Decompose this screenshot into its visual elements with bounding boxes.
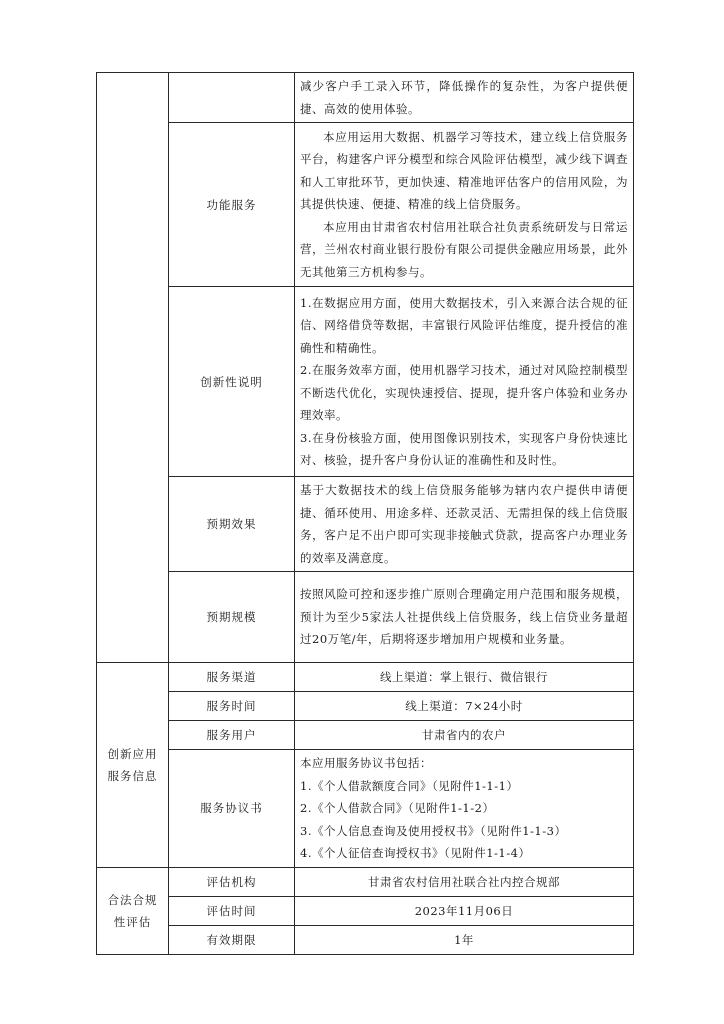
- service-agreement-item-3: 3.《个人信息查询及使用授权书》（见附件1-1-3）: [300, 823, 567, 838]
- blank-label-cell: [169, 73, 295, 123]
- row-service-users: [97, 721, 634, 750]
- row-assessment-time: [97, 896, 634, 925]
- service-time-value: 线上渠道：7×24小时: [295, 692, 634, 721]
- row-function-service: [97, 123, 634, 287]
- blank-section-cell: [97, 73, 169, 663]
- row-service-agreement: [97, 750, 634, 868]
- innovation-item-3: 3.在身份核验方面，使用图像识别技术，实现客户身份快速比对、核验，提升客户身份认证的准确性和及时性。: [300, 430, 628, 467]
- assessment-time-label: 评估时间: [169, 896, 295, 925]
- function-service-paragraph-2: 本应用由甘肃省农村信用社联合社负责系统研发与日常运营，兰州农村商业银行股份有限公司提供金融应用场景，此外无其他第三方机构参与。: [300, 219, 628, 279]
- assessment-org-value: 甘肃省农村信用社联合社内控合规部: [295, 867, 634, 896]
- innovation-item-1: 1.在数据应用方面，使用大数据技术，引入来源合法合规的征信、网络借贷等数据，丰富银行风险评估维度，提升授信的准确性和精确性。: [300, 295, 628, 355]
- service-info-section-label: 创新应用服务信息: [97, 663, 169, 868]
- continuation-text: 减少客户手工录入环节，降低操作的复杂性，为客户提供便捷、高效的使用体验。: [295, 73, 634, 123]
- row-validity: [97, 925, 634, 954]
- service-agreement-intro: 本应用服务协议书包括：: [300, 756, 432, 770]
- row-service-channel: [97, 663, 634, 692]
- service-agreement-content: [295, 750, 634, 868]
- service-channel-value: 线上渠道：掌上银行、微信银行: [295, 663, 634, 692]
- innovation-label: 创新性说明: [169, 287, 295, 477]
- assessment-time-value: 2023年11月06日: [295, 896, 634, 925]
- row-assessment-org: [97, 867, 634, 896]
- row-expected-effect: [97, 477, 634, 572]
- function-service-paragraph-1: 本应用运用大数据、机器学习等技术，建立线上信贷服务平台，构建客户评分模型和综合风险评估模型，减少线下调查和人工审批环节，更加快速、精准地评估客户的信用风险，为其提供快速、便捷、精准的线上信贷服务。: [300, 129, 628, 212]
- expected-scale-label: 预期规模: [169, 572, 295, 663]
- service-agreement-item-4: 4.《个人征信查询授权书》（见附件1-1-4）: [300, 846, 531, 860]
- expected-effect-text: 基于大数据技术的线上信贷服务能够为辖内农户提供申请便捷、循环使用、用途多样、还款灵活、无需担保的线上信贷服务，客户足不出户即可实现非接触式贷款，提高客户办理业务的效率及满意度。: [295, 477, 634, 572]
- service-agreement-label: 服务协议书: [169, 750, 295, 868]
- expected-scale-text: 按照风险可控和逐步推广原则合理确定用户范围和服务规模，预计为至少5家法人社提供线上信贷服务，线上信贷业务量超过20万笔/年，后期将逐步增加用户规模和业务量。: [295, 572, 634, 663]
- innovation-content: [295, 287, 634, 477]
- service-users-label: 服务用户: [169, 721, 295, 750]
- service-channel-label: 服务渠道: [169, 663, 295, 692]
- row-innovation: [97, 287, 634, 477]
- validity-label: 有效期限: [169, 925, 295, 954]
- function-service-content: [295, 123, 634, 287]
- expected-effect-label: 预期效果: [169, 477, 295, 572]
- document-table: [96, 72, 634, 955]
- compliance-section-label: 合法合规性评估: [97, 867, 169, 954]
- assessment-org-label: 评估机构: [169, 867, 295, 896]
- row-expected-scale: [97, 572, 634, 663]
- validity-value: 1年: [295, 925, 634, 954]
- service-time-label: 服务时间: [169, 692, 295, 721]
- innovation-item-2: 2.在服务效率方面，使用机器学习技术，通过对风险控制模型不断迭代优化，实现快速授信、提现，提升客户体验和业务办理效率。: [300, 363, 628, 422]
- service-agreement-item-1: 1.《个人借款额度合同》（见附件1-1-1）: [300, 778, 519, 793]
- row-service-time: [97, 692, 634, 721]
- function-service-label: 功能服务: [169, 123, 295, 287]
- service-agreement-item-2: 2.《个人借款合同》（见附件1-1-2）: [300, 801, 495, 815]
- service-users-value: 甘肃省内的农户: [295, 721, 634, 750]
- row-continuation: [97, 73, 634, 123]
